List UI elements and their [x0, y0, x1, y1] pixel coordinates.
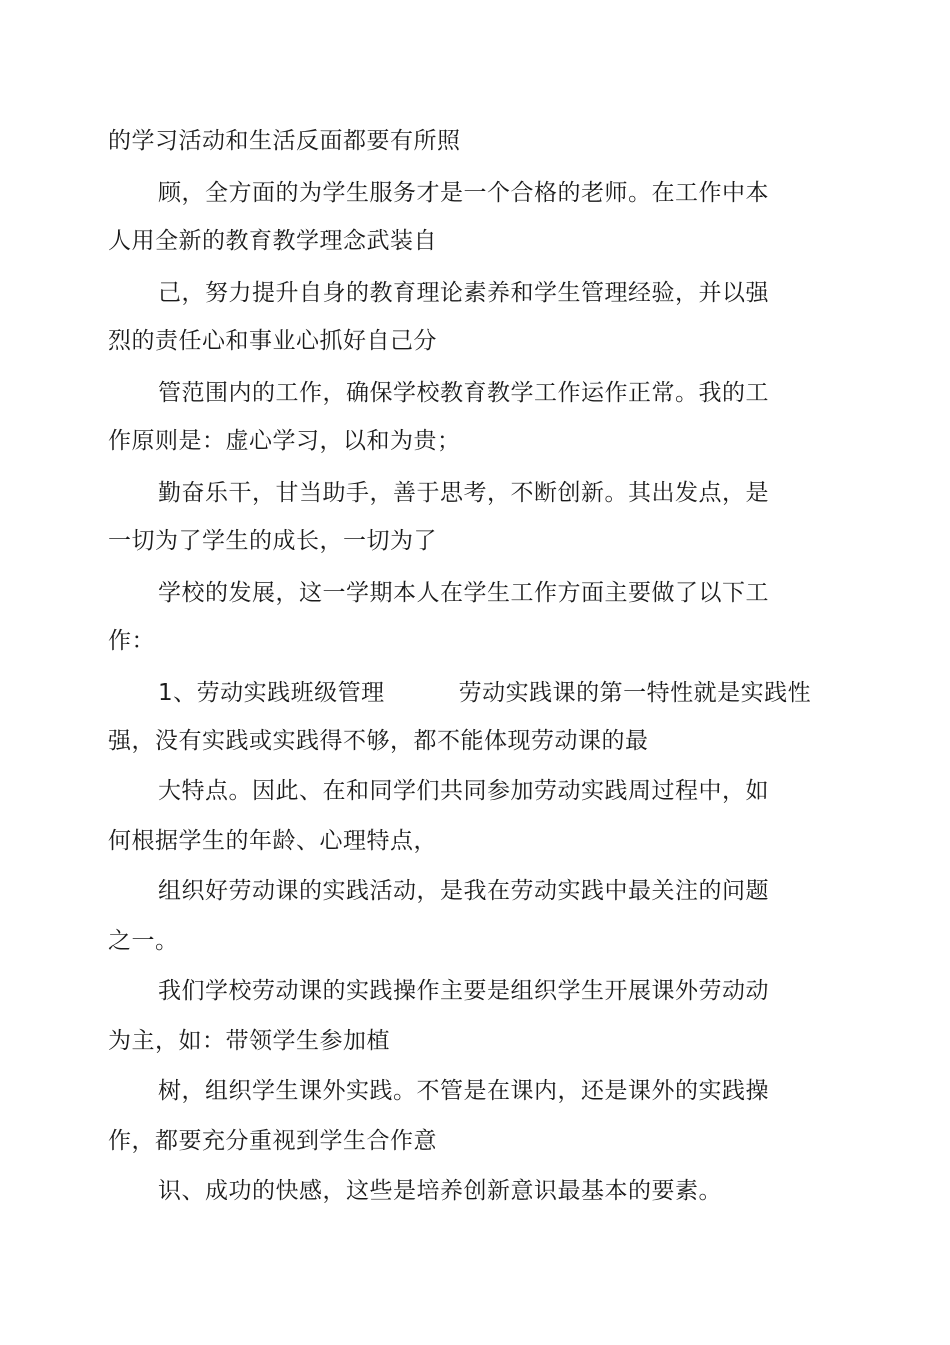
- paragraph-line: 作：: [108, 628, 155, 654]
- paragraph-line: 强，没有实践或实践得不够，都不能体现劳动课的最: [108, 728, 649, 754]
- section-line: [158, 678, 811, 708]
- paragraph-line: 识、成功的快感，这些是培养创新意识最基本的要素。: [158, 1178, 722, 1204]
- paragraph-line: 学校的发展，这一学期本人在学生工作方面主要做了以下工: [158, 580, 769, 606]
- paragraph-line: 树，组织学生课外实践。不管是在课内，还是课外的实践操: [158, 1078, 769, 1104]
- paragraph-line: 组织好劳动课的实践活动，是我在劳动实践中最关注的问题: [158, 878, 769, 904]
- paragraph-line: 大特点。因此、在和同学们共同参加劳动实践周过程中，如: [158, 778, 769, 804]
- section-text: 劳动实践课的第一特性就是实践性: [458, 680, 812, 706]
- paragraph-line: 之一。: [108, 928, 179, 954]
- paragraph-line: 何根据学生的年龄、心理特点，: [108, 828, 437, 854]
- paragraph-line: 我们学校劳动课的实践操作主要是组织学生开展课外劳动动: [158, 978, 769, 1004]
- paragraph-line: 己，努力提升自身的教育理论素养和学生管理经验，并以强: [158, 280, 769, 306]
- paragraph-line: 的学习活动和生活反面都要有所照: [108, 128, 461, 154]
- paragraph-line: 人用全新的教育教学理念武装自: [108, 228, 437, 254]
- paragraph-line: 作，都要充分重视到学生合作意: [108, 1128, 437, 1154]
- paragraph-line: 管范围内的工作，确保学校教育教学工作运作正常。我的工: [158, 380, 769, 406]
- paragraph-line: 一切为了学生的成长，一切为了: [108, 528, 437, 554]
- paragraph-line: 勤奋乐干，甘当助手，善于思考，不断创新。其出发点，是: [158, 480, 769, 506]
- paragraph-line: 顾，全方面的为学生服务才是一个合格的老师。在工作中本: [158, 180, 769, 206]
- section-heading: 1、劳动实践班级管理: [158, 680, 385, 706]
- paragraph-line: 烈的责任心和事业心抓好自己分: [108, 328, 437, 354]
- paragraph-line: 为主，如：带领学生参加植: [108, 1028, 390, 1054]
- paragraph-line: 作原则是：虚心学习，以和为贵；: [108, 428, 461, 454]
